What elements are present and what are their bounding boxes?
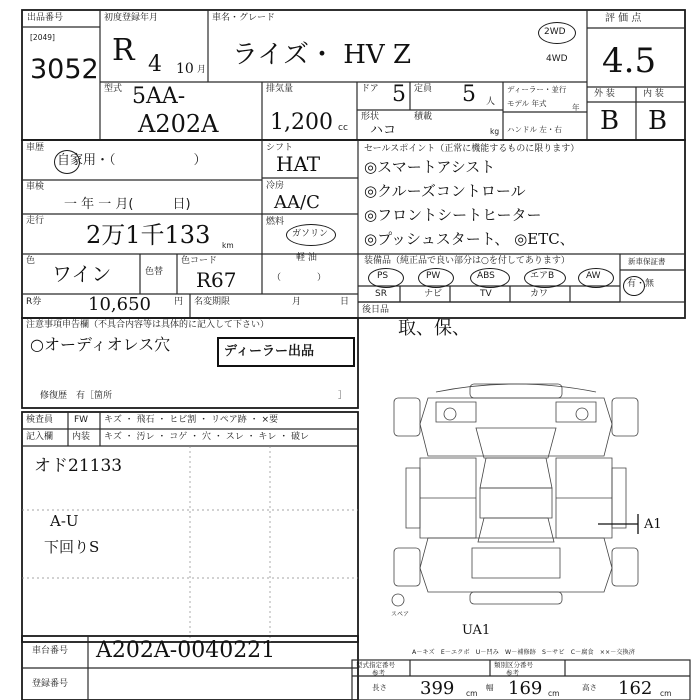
type-value-1: 5AA- xyxy=(132,84,186,109)
chassis-value: A202A-0040221 xyxy=(96,638,276,663)
doors-label: ドア xyxy=(361,84,379,94)
inspector-label-2: 記入欄 xyxy=(26,432,54,442)
lot-number: 3052 xyxy=(30,54,99,85)
lot-sub: [2049] xyxy=(30,33,55,42)
equip-navi: ナビ xyxy=(424,289,443,299)
fuel-label: 燃料 xyxy=(266,217,285,227)
dim-class-label: 類別区分番号 xyxy=(494,661,533,669)
exterior-label: 外 装 xyxy=(594,89,615,99)
type-label: 型式 xyxy=(104,84,123,94)
first-reg-unit: 月 xyxy=(197,65,207,75)
equip-pw: PW xyxy=(426,271,441,281)
diagram-legend: A－キズ E－エクボ U－凹み W－補修跡 S－サビ C－腐食 ××－交換済 xyxy=(412,649,635,656)
model-year-label: モデル 年式 xyxy=(507,99,547,108)
interior-grade: B xyxy=(648,106,668,136)
exterior-grade: B xyxy=(600,106,620,136)
shape-value: ハコ xyxy=(370,123,397,138)
transfer-day: 日 xyxy=(340,297,350,307)
engine-unit: cc xyxy=(338,123,348,133)
body-diagram xyxy=(376,378,666,608)
category-label: 車歴 xyxy=(26,143,45,153)
recycle-unit: 円 xyxy=(174,297,184,307)
dealer-badge: ディーラー出品 xyxy=(224,344,314,359)
reg-label: 登録番号 xyxy=(32,679,69,689)
inspection-value: 一 年 一 月( 日) xyxy=(64,197,191,212)
color-value: ワイン xyxy=(52,262,112,286)
inspector-fw: FW xyxy=(74,415,89,425)
first-reg-month: 10 xyxy=(176,61,194,77)
inspector-legend-1: キズ ・ 飛石 ・ ヒビ割 ・ リペア跡 ・ ×要 xyxy=(104,415,279,425)
mileage-label: 走行 xyxy=(26,216,45,226)
shift-label: シフト xyxy=(266,143,294,153)
inspector-memo-odo: オド21133 xyxy=(34,456,123,476)
equip-sr: SR xyxy=(375,289,387,299)
caution-label: 注意事項申告欄（不具合内容等は具体的に記入して下さい） xyxy=(26,320,270,330)
year-unit: 年 xyxy=(572,103,580,112)
sales-point-4: ◎プッシュスタート、 ◎ETC、 xyxy=(364,230,575,248)
category-value: 自家用・（ ） xyxy=(57,153,207,168)
ac-value: AA/C xyxy=(274,192,320,213)
transfer-label: 名変期限 xyxy=(194,297,231,307)
height-value: 162 xyxy=(618,678,653,699)
mileage-value: 2万1千133 xyxy=(86,221,211,249)
rating-label: 評 価 点 xyxy=(605,13,642,24)
recycle-label: R券 xyxy=(26,297,42,307)
first-reg-era: R xyxy=(112,33,135,68)
rating-value: 4.5 xyxy=(602,41,657,81)
handle-label: ハンドル 左・右 xyxy=(507,125,562,134)
inspector-interior-tag: 内装 xyxy=(72,432,91,442)
post-value: 取、保、 xyxy=(398,318,470,339)
capacity-label: 定員 xyxy=(414,84,433,94)
diagram-mark-ua1: UA1 xyxy=(462,623,491,638)
warranty-value: 有・無 xyxy=(627,279,655,289)
ac-label: 冷房 xyxy=(266,181,285,191)
shift-value: HAT xyxy=(276,152,321,176)
sales-point-2: ◎クルーズコントロール xyxy=(364,182,526,200)
inspection-label: 車検 xyxy=(26,182,45,192)
doors-value: 5 xyxy=(392,82,406,107)
engine-label: 排気量 xyxy=(266,84,294,94)
load-label: 積載 xyxy=(414,112,433,122)
inspector-label-1: 検査員 xyxy=(26,415,54,425)
capacity-value: 5 xyxy=(462,82,476,107)
fuel-blank: （ ） xyxy=(272,273,327,283)
diagram-spare-label: スペア xyxy=(391,611,410,618)
height-label: 高さ xyxy=(582,683,597,692)
fuel-other: 軽 油 xyxy=(296,253,317,263)
inspector-legend-2: キズ ・ 汚レ ・ コゲ ・ 穴 ・ スレ ・ キレ ・ 破レ xyxy=(104,432,310,442)
load-unit: kg xyxy=(490,127,500,136)
mileage-unit: km xyxy=(222,241,234,250)
repair-label: 修復歴 有［箇所 xyxy=(40,391,113,401)
inspector-memo-under: 下回りS xyxy=(44,538,100,556)
dealer-label: ディーラー・並行 xyxy=(507,85,567,94)
first-reg-label: 初度登録年月 xyxy=(104,13,159,23)
dim-label-1: 型式指定番号 xyxy=(356,661,395,669)
height-unit: cm xyxy=(660,689,672,698)
sales-point-3: ◎フロントシートヒーター xyxy=(364,206,542,224)
width-unit: cm xyxy=(548,689,560,698)
shape-label: 形状 xyxy=(361,112,380,122)
equip-airbag: エアB xyxy=(530,271,555,281)
length-unit: cm xyxy=(466,689,478,698)
drive-2wd: 2WD xyxy=(544,27,566,37)
equip-ps: PS xyxy=(377,271,389,281)
inspector-memo-au: A-U xyxy=(50,512,79,530)
dim-label-3: 参考 xyxy=(506,669,519,677)
interior-label: 内 装 xyxy=(643,89,664,99)
color-label: 色 xyxy=(26,256,36,266)
warranty-label: 新車保証書 xyxy=(628,257,666,266)
post-label: 後日品 xyxy=(362,305,390,315)
length-value: 399 xyxy=(420,678,455,699)
equip-aw: AW xyxy=(586,271,601,281)
equip-tv: TV xyxy=(480,289,492,299)
transfer-month: 月 xyxy=(292,297,302,307)
diagram-mark-a1: A1 xyxy=(644,517,662,532)
width-value: 169 xyxy=(508,678,543,699)
chassis-label: 車台番号 xyxy=(32,646,69,656)
first-reg-year: 4 xyxy=(148,52,162,77)
dim-label-2: 参考 xyxy=(372,669,385,677)
model-label: 車名・グレード xyxy=(212,13,276,23)
recycle-value: 10,650 xyxy=(88,294,151,315)
fuel-selected: ガソリン xyxy=(292,229,329,239)
drive-4wd: 4WD xyxy=(546,54,568,64)
length-label: 長さ xyxy=(372,683,387,692)
caution-value: ○オーディオレス穴 xyxy=(30,335,171,354)
equip-leather: カワ xyxy=(530,289,549,299)
engine-value: 1,200 xyxy=(270,110,333,135)
repair-bracket: ］ xyxy=(338,391,348,401)
sales-point-1: ◎スマートアシスト xyxy=(364,158,496,176)
lot-label: 出品番号 xyxy=(27,13,64,23)
width-label: 幅 xyxy=(486,683,494,692)
color-code-value: R67 xyxy=(196,268,237,292)
color-change-label: 色替 xyxy=(145,267,164,277)
color-code-label: 色コード xyxy=(181,256,218,266)
model-value: ライズ・ HV Z xyxy=(232,40,412,70)
capacity-unit: 人 xyxy=(486,97,496,107)
equip-abs: ABS xyxy=(477,271,495,281)
equipment-title: 装備品（純正品で良い部分は○を付してあります） xyxy=(364,256,570,266)
sales-points-title: セールスポイント（正常に機能するものに限ります） xyxy=(364,144,580,154)
type-value-2: A202A xyxy=(138,110,219,138)
